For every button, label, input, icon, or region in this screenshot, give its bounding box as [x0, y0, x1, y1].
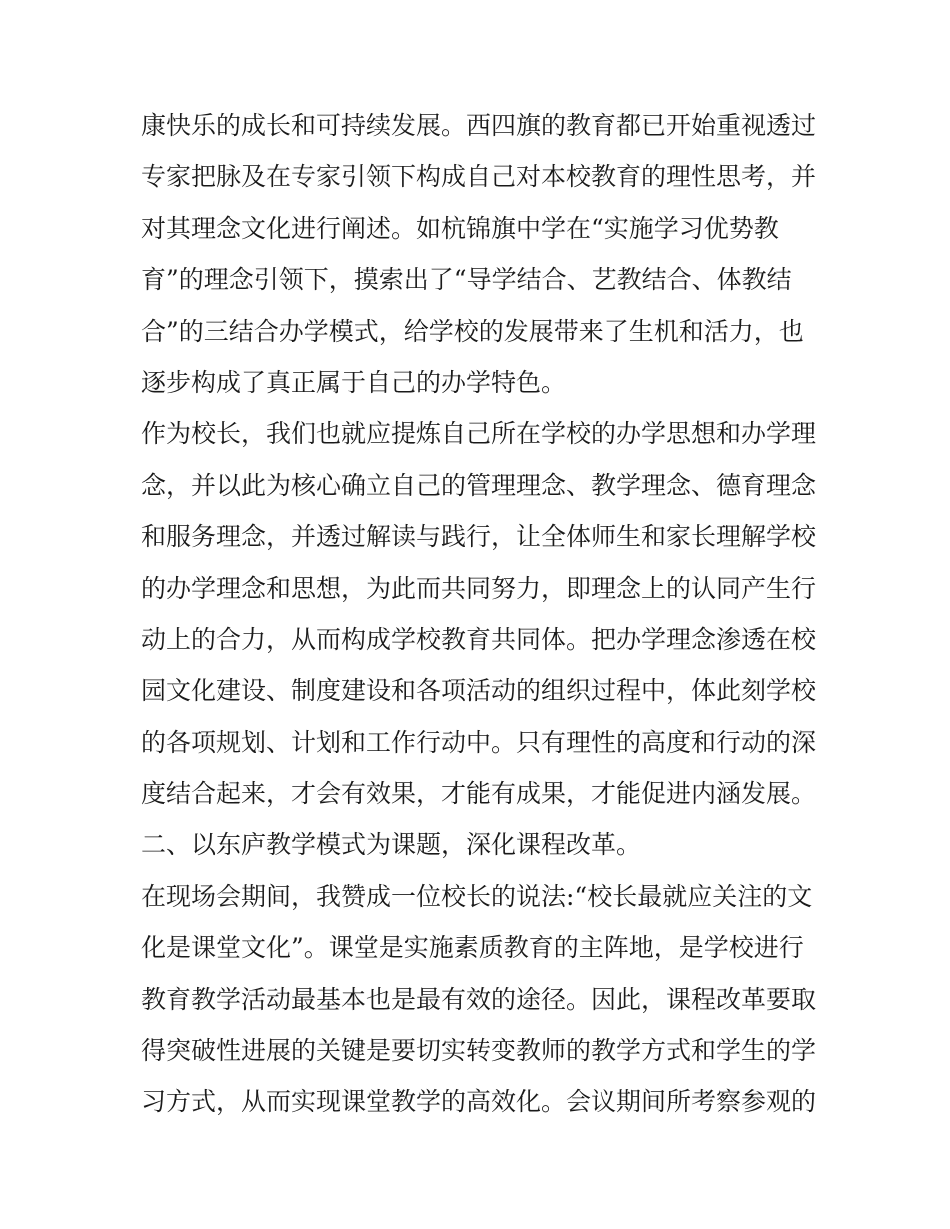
text-line: 对其理念文化进行阐述。如杭锦旗中学在“实施学习优势教 — [141, 213, 779, 243]
text-line: 教育教学活动最基本也是最有效的途径。因此，课程改革要取 — [141, 984, 817, 1014]
text-line: 得突破性进展的关键是要切实转变教师的教学方式和学生的学 — [141, 1036, 817, 1066]
text-line: 动上的合力，从而构成学校教育共同体。把办学理念渗透在校 — [141, 624, 817, 654]
text-line: 习方式，从而实现课堂教学的高效化。会议期间所考察参观的 — [141, 1087, 817, 1117]
text-line: 康快乐的成长和可持续发展。西四旗的教育都已开始重视透过 — [141, 111, 817, 140]
text-line: 在现场会期间，我赞成一位校长的说法:“校长最就应关注的文 — [141, 881, 813, 911]
text-line: 园文化建设、制度建设和各项活动的组织过程中，体此刻学校 — [141, 676, 817, 706]
text-line: 化是课堂文化”。课堂是实施素质教育的主阵地，是学校进行 — [141, 933, 804, 963]
text-line: 育”的理念引领下，摸索出了“导学结合、艺教结合、体教结 — [141, 265, 792, 295]
text-line: 专家把脉及在专家引领下构成自己对本校教育的理性思考，并 — [141, 162, 817, 192]
text-line: 的各项规划、计划和工作行动中。只有理性的高度和行动的深 — [141, 727, 817, 757]
text-line: 念，并以此为核心确立自己的管理理念、教学理念、德育理念 — [141, 470, 817, 500]
text-line: 的办学理念和思想，为此而共同努力，即理念上的认同产生行 — [141, 573, 817, 603]
text-line: 和服务理念，并透过解读与践行，让全体师生和家长理解学校 — [141, 522, 817, 552]
text-line: 逐步构成了真正属于自己的办学特色。 — [141, 367, 567, 397]
text-line: 合”的三结合办学模式，给学校的发展带来了生机和活力，也 — [141, 316, 804, 346]
section-heading: 二、以东庐教学模式为课题，深化课程改革。 — [141, 830, 642, 860]
text-line: 度结合起来，才会有效果，才能有成果，才能促进内涵发展。 — [141, 779, 817, 809]
text-line: 作为校长，我们也就应提炼自己所在学校的办学思想和办学理 — [141, 419, 817, 449]
document-body — [141, 100, 821, 1128]
